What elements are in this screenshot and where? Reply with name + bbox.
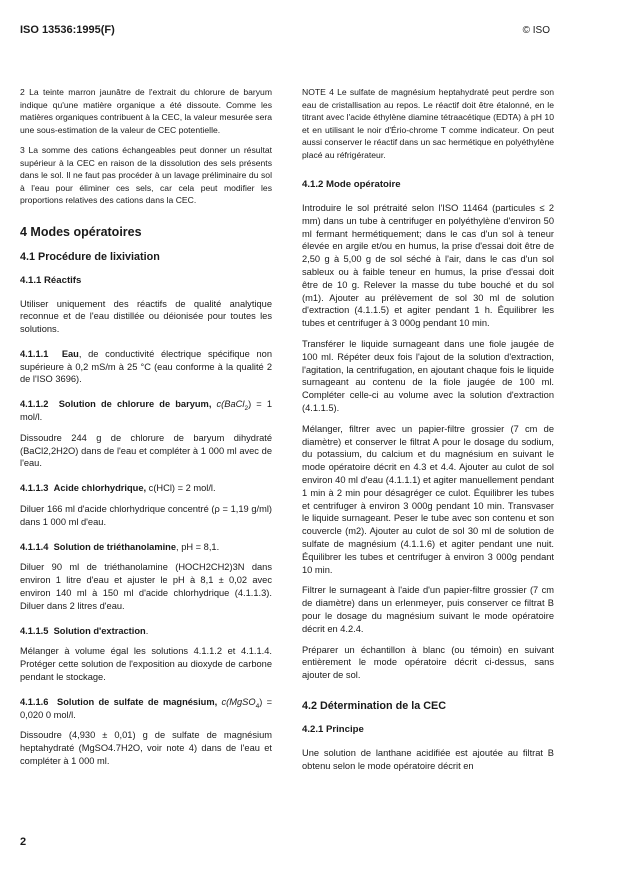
paragraph-procedure-1: Introduire le sol prétraité selon l'ISO 11464 (particules ≤ 2 mm) dans un tube à centrifuger en polyéthylène d'environ 50 ml fermant hermétiquement; dans le cas d'un sol à teneur élevée en argile et/ou en humus, la prise d'essai doit être de 2,50 g à 5,00 g de sol séché à l'air, dans le cas d'un sol sableux ou à faible teneur en humus, la prise d'essai doit être de 10 g. Relever la masse du tube bouché et du sol (m1). Ajouter au prélèvement de sol 30 ml de solution d'extraction (4.1.1.5) et agiter pendant 1 h. Équilibrer les tubes et centrifuger à 3 000g pendant 10 min. (302, 203, 554, 329)
paragraph-reagents: Utiliser uniquement des réactifs de qualité analytique reconnue et de l'eau distillée ou déionisée pour toutes les solutions. (20, 298, 272, 335)
paragraph-procedure-2: Transférer le liquide surnageant dans une fiole jaugée de 100 ml. Répéter deux fois l'ajout de la solution d'extraction, l'agitation, la centrifugation, en ajoutant chaque fois le liquide surnageant au contenu de la fiole jaugée de 100 ml. Compléter celle-ci au volume avec la solution d'extraction (4.1.1.5). (302, 338, 554, 413)
section-4-2-1-heading: 4.2.1 Principe (302, 723, 364, 735)
copyright-mark: © ISO (522, 25, 550, 36)
section-4-1-1-heading: 4.1.1 Réactifs (20, 274, 82, 286)
paragraph-4-1-1-4: Diluer 90 ml de triéthanolamine (HOCH2CH2)3N dans environ 1 litre d'eau et ajuster le pH à 8,1 ± 0,02 avec environ 140 ml à 150 ml d'acide chlorhydrique (4.1.1.3). Diluer dans 2 litres d'eau. (20, 562, 272, 611)
heading-4-1-1-3: 4.1.1.3 Acide chlorhydrique, c(HCl) = 2 mol/l. (20, 483, 216, 494)
section-4-2-heading: 4.2 Détermination de la CEC (302, 699, 446, 712)
note-2: 2 La teinte marron jaunâtre de l'extrait du chlorure de baryum indique qu'une matière organique a été dissoute. Comme les matières organiques contribuent à la CEC, la valeur mesurée sera une sous-estimation de la valeur de CEC potentielle. (20, 87, 272, 135)
paragraph-4-1-1-6: Dissoudre (4,930 ± 0,01) g de sulfate de magnésium heptahydraté (MgSO4.7H2O, voir note 4) dans de l'eau et compléter à 1 000 ml. (20, 730, 272, 767)
left-column (20, 86, 272, 768)
note-3: 3 La somme des cations échangeables peut donner un résultat supérieur à la CEC en raison de la dissolution des sels présents dans le sol. Il ne faut pas procéder à un lavage préliminaire du sol à l'eau pour éliminer ces sels, car cela peut modifier les proportions relatives des cations dans la CEC. (20, 145, 272, 205)
heading-4-1-1-1: 4.1.1.1 Eau, de conductivité électrique spécifique non supérieure à 0,2 mS/m à 25 °C (eau conforme à la qualité 2 de l'ISO 3696). (20, 348, 272, 385)
paragraph-procedure-5: Préparer un échantillon à blanc (ou témoin) en suivant entièrement le mode opératoire décrit ci-dessus, sans ajouter de sol. (302, 644, 554, 681)
paragraph-procedure-4: Filtrer le surnageant à l'aide d'un papier-filtre grossier (7 cm de diamètre) dans un erlenmeyer, puis conserver ce filtrat B pour le dosage du magnésium suivant le mode opératoire décrit en 4.2.4. (302, 585, 554, 634)
paragraph-4-1-1-3: Diluer 166 ml d'acide chlorhydrique concentré (ρ = 1,19 g/ml) dans 1 000 ml d'eau. (20, 504, 272, 527)
paragraph-principle: Une solution de lanthane acidifiée est ajoutée au filtrat B obtenu selon le mode opératoire décrit en (302, 747, 554, 771)
paragraph-procedure-3: Mélanger, filtrer avec un papier-filtre grossier (7 cm de diamètre) et conserver le filtrat A pour le dosage du sodium, du potassium, du calcium et du magnésium en suivant le mode opératoire décrit en 4.3 et 4.4. Ajouter au culot de sol environ 40 ml d'eau (4.1.1.1) et agiter manuellement pendant 1 min à 2 min pour désagréger ce culot. Équilibrer les tubes et centrifuger à environ 3 000g pendant 10 min. Transvaser le liquide surnageant. Peser le tube avec son contenu et son couvercle (m2). Ajouter au culot de sol 30 ml de solution de sulfate de magnésium (4.1.1.6) et agiter pendant une nuit. Équilibrer les tubes et centrifuger à environ 3 000g pendant 10 min. (302, 423, 554, 575)
heading-4-1-1-6: 4.1.1.6 Solution de sulfate de magnésium, c(MgSO$_4$) = 0,020 0 mol/l. (20, 696, 273, 720)
heading-4-1-1-5: 4.1.1.5 Solution d'extraction. (20, 625, 149, 636)
section-4-1-heading: 4.1 Procédure de lixiviation (20, 250, 160, 263)
section-4-heading: 4 Modes opératoires (20, 224, 142, 239)
section-4-1-2-heading: 4.1.2 Mode opératoire (302, 179, 401, 190)
heading-4-1-1-4: 4.1.1.4 Solution de triéthanolamine, pH = 8,1. (20, 541, 220, 552)
note-4: NOTE 4 Le sulfate de magnésium heptahydraté peut perdre son eau de cristallisation au repos. Le réactif doit être étalonné, en le titrant avec l'acide éthylène diamine tétraacétique (EDTA) à pH 10 et en utilisant le noir d'Ério-chrome T comme indicateur. On peut aussi conserver le réactif dans un sac hermétique en polyéthylène placé au réfrigérateur. (302, 87, 554, 160)
right-column (302, 86, 554, 772)
paragraph-4-1-1-2: Dissoudre 244 g de chlorure de baryum dihydraté (BaCl2,2H2O) dans de l'eau et compléter à 1 000 ml avec de l'eau. (20, 432, 272, 469)
page-number: 2 (20, 836, 27, 848)
standard-reference: ISO 13536:1995(F) (20, 24, 115, 36)
heading-4-1-1-2: 4.1.1.2 Solution de chlorure de baryum, c(BaCl$_2$) = 1 mol/l. (20, 399, 272, 423)
paragraph-4-1-1-5: Mélanger à volume égal les solutions 4.1.1.2 et 4.1.1.4. Protéger cette solution de l'exposition au dioxyde de carbone pendant le stockage. (20, 646, 272, 683)
